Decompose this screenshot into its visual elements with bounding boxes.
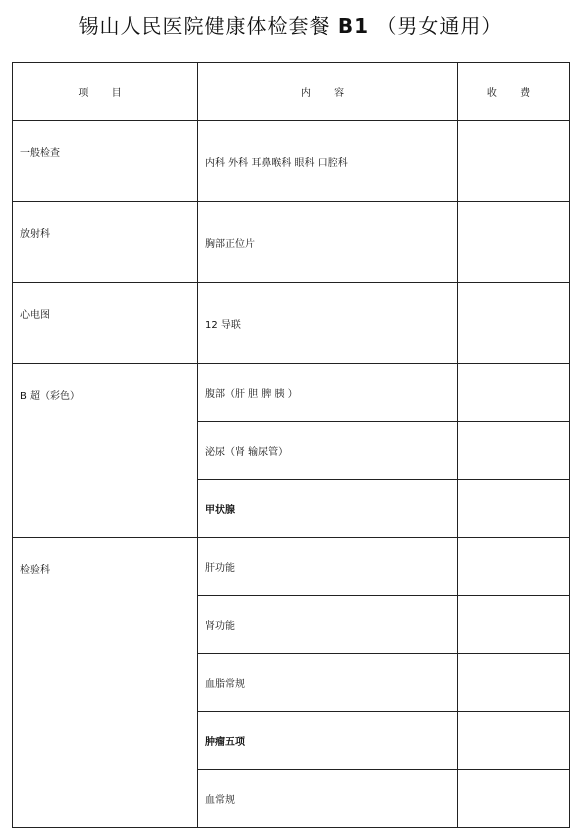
title-prefix: 锡山人民医院健康体检套餐 — [78, 14, 331, 38]
row-fee — [458, 654, 570, 712]
row-content: 胸部正位片 — [198, 202, 458, 283]
row-content: 血脂常规 — [198, 654, 458, 712]
row-item-ecg: 心电图 — [13, 283, 198, 364]
row-fee — [458, 596, 570, 654]
row-content: 血常规 — [198, 770, 458, 828]
row-content: 肾功能 — [198, 596, 458, 654]
title-package-code: B1 — [337, 14, 370, 38]
title-suffix: （男女通用） — [376, 14, 503, 38]
row-item-general-exam: 一般检查 — [13, 121, 198, 202]
table-row — [13, 364, 570, 422]
row-content: 肿瘤五项 — [198, 712, 458, 770]
row-fee — [458, 121, 570, 202]
header-item: 项 目 — [13, 63, 198, 121]
row-content: 内科 外科 耳鼻喉科 眼科 口腔科 — [198, 121, 458, 202]
row-item-ultrasound: B 超（彩色） — [13, 364, 198, 538]
header-content: 内 容 — [198, 63, 458, 121]
row-fee — [458, 364, 570, 422]
row-content: 肝功能 — [198, 538, 458, 596]
row-fee — [458, 712, 570, 770]
row-fee — [458, 202, 570, 283]
row-fee — [458, 770, 570, 828]
row-fee — [458, 480, 570, 538]
row-content: 甲状腺 — [198, 480, 458, 538]
checkup-package-table — [12, 62, 570, 828]
header-fee: 收 费 — [458, 63, 570, 121]
row-content: 腹部（肝 胆 脾 胰 ） — [198, 364, 458, 422]
row-item-laboratory: 检验科 — [13, 538, 198, 828]
table-row — [13, 202, 570, 283]
table-row — [13, 283, 570, 364]
table-row — [13, 538, 570, 596]
row-item-radiology: 放射科 — [13, 202, 198, 283]
row-fee — [458, 538, 570, 596]
row-fee — [458, 422, 570, 480]
table-row — [13, 121, 570, 202]
row-content: 泌尿（肾 输尿管） — [198, 422, 458, 480]
row-fee — [458, 283, 570, 364]
page-title — [0, 8, 581, 44]
row-content: 12 导联 — [198, 283, 458, 364]
table-header-row — [13, 63, 570, 121]
